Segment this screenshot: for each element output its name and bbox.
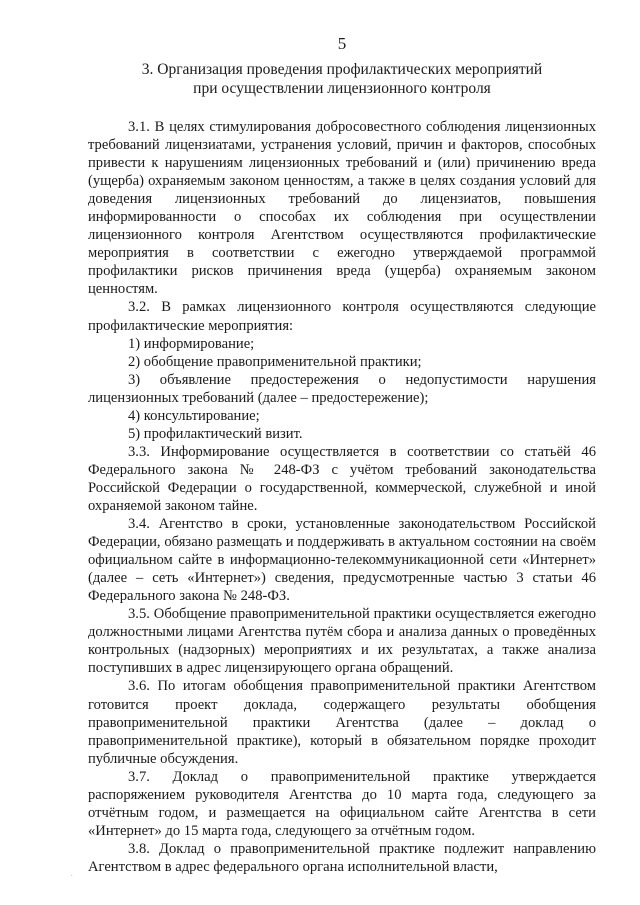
page-number: 5 — [337, 34, 347, 53]
document-body — [88, 118, 596, 876]
paragraph-3-7: 3.7. Доклад о правоприменительной практике утверждается распоряжением руководителя Агентства до 10 марта года, следующего за отчётным годом, и размещается на официальном сайте Агентства в сети «Интернет» до 15 марта года, следующего за отчётным годом. — [88, 768, 596, 839]
section-title-line-1: 3. Организация проведения профилактических мероприятий — [141, 61, 543, 78]
paragraph-3-5: 3.5. Обобщение правоприменительной практики осуществляется ежегодно должностными лицами Агентства путём сбора и анализа данных о проведённых контрольных (надзорных) мероприятиях и их результатах, а также анализа поступивших в адрес лицензирующего органа обращений. — [88, 606, 596, 677]
paragraph-3-1: 3.1. В целях стимулирования добросовестного соблюдения лицензионных требований лицензиатами, устранения условий, причин и факторов, способных привести к нарушениям лицензионных требований и (или) причинению вреда (ущерба) охраняемым законом ценностям, а также в целях создания условий для доведения лицензионных требований до лицензиатов, повышения информированности о способах их соблюдения при осуществлении лицензионного контроля Агентством осуществляются профилактические мероприятия в соответствии с ежегодно утверждаемой программой профилактики рисков причинения вреда (ущерба) охраняемым законом ценностям. — [88, 119, 596, 298]
list-item-2: 2) обобщение правоприменительной практики; — [128, 353, 422, 370]
list-item-3: 3) объявление предостережения о недопустимости нарушения лицензионных требований (далее – предостережение); — [88, 371, 596, 406]
scan-dot: · — [70, 871, 74, 882]
list-item-5: 5) профилактический визит. — [128, 425, 303, 442]
paragraph-3-3: 3.3. Информирование осуществляется в соответствии со статьёй 46 Федерального закона № 248-ФЗ с учётом требований законодательства Российской Федерации о государственной, коммерческой, служебной и иной охраняемой законом тайне. — [88, 443, 596, 514]
paragraph-3-8: 3.8. Доклад о правоприменительной практике подлежит направлению Агентством в адрес федерального органа исполнительной власти, — [88, 840, 596, 875]
paragraph-3-4: 3.4. Агентство в сроки, установленные законодательством Российской Федерации, обязано размещать и поддерживать в актуальном состоянии на своём официальном сайте в информационно-телекоммуникационной сети «Интернет» (далее – сеть «Интернет») сведения, предусмотренные частью 3 статьи 46 Федерального закона № 248-ФЗ. — [88, 516, 596, 605]
section-title — [88, 60, 596, 98]
paragraph-3-6: 3.6. По итогам обобщения правоприменительной практики Агентством готовится проект доклада, содержащего результаты обобщения правоприменительной практики Агентства (далее – доклад о правоприменительной практике), который в обязательном порядке проходит публичные обсуждения. — [88, 678, 596, 767]
section-title-line-2: при осуществлении лицензионного контроля — [193, 80, 491, 97]
list-item-4: 4) консультирование; — [128, 407, 260, 424]
list-item-1: 1) информирование; — [128, 335, 255, 352]
paragraph-3-2: 3.2. В рамках лицензионного контроля осуществляются следующие профилактические мероприятия: — [88, 299, 596, 334]
